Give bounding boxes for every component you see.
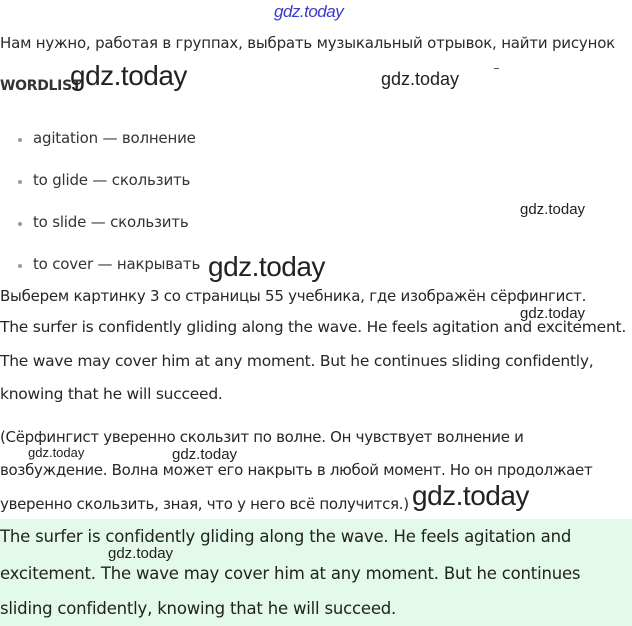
watermark: gdz.today [108,545,174,562]
watermark: gdz.today [208,251,325,282]
bullet-icon [18,222,22,226]
bullet-icon [18,138,22,142]
russian-line: возбуждение. Волна может его накрыть в любой момент. Но он продолжает [0,461,593,479]
english-line: The wave may cover him at any moment. But he continues sliding confidently, [0,352,594,370]
wordlist-heading: WORDLIST [0,78,82,94]
english-line: The surfer is confidently gliding along the wave. He feels agitation and excitement. [0,318,627,336]
answer-line: sliding confidently, knowing that he will succeed. [0,599,397,618]
answer-line: excitement. The wave may cover him at any moment. But he continues [0,564,581,583]
intro-text: Нам нужно, работая в группах, выбрать музыкальный отрывок, найти рисунок [0,34,616,52]
stray-mark [494,68,499,69]
list-item-text: agitation — волнение [33,129,196,147]
watermark: gdz.today [70,60,187,91]
watermark: gdz.today [381,69,460,89]
bullet-icon [18,264,22,268]
russian-line: (Сёрфингист уверенно скользит по волне. Он чувствует волнение и [0,428,524,446]
english-line: knowing that he will succeed. [0,385,223,403]
watermark: gdz.today [520,201,586,218]
watermark: gdz.today [412,480,529,511]
watermark-top: gdz.today [274,2,344,21]
watermark: gdz.today [520,305,586,322]
list-item-text: to cover — накрывать [33,255,201,273]
russian-line: уверенно скользить, зная, что у него всё получится.) [0,495,409,513]
watermark: gdz.today [28,445,85,460]
list-item-text: to slide — скользить [33,213,189,231]
choice-text: Выберем картинку 3 со страницы 55 учебника, где изображён сёрфингист. [0,287,587,305]
answer-line: The surfer is confidently gliding along the wave. He feels agitation and [0,527,572,546]
list-item-text: to glide — скользить [33,171,191,189]
watermark: gdz.today [172,446,238,463]
bullet-icon [18,180,22,184]
